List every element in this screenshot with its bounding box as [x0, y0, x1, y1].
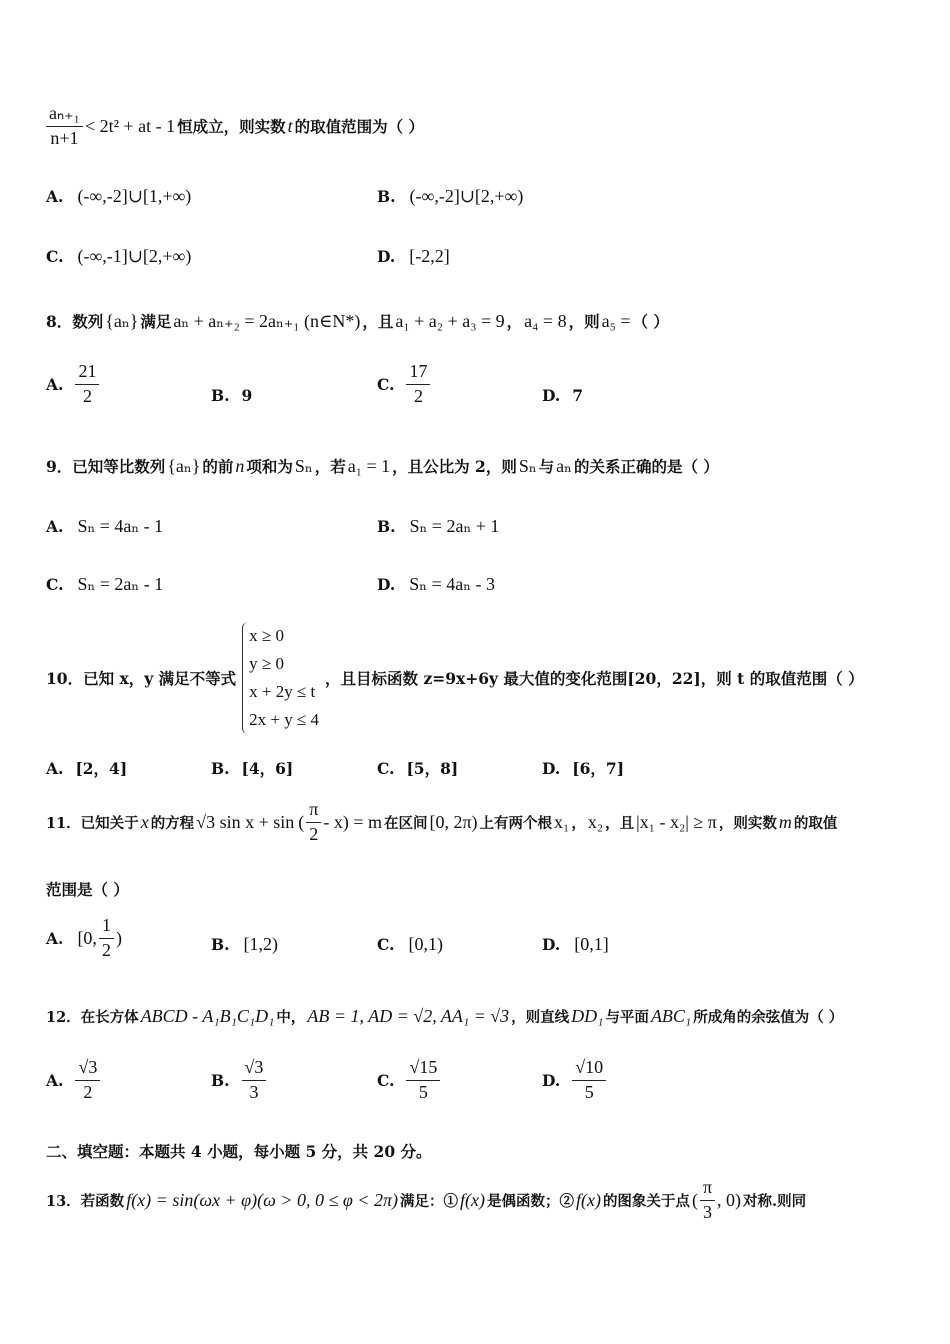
frac-num: √3 — [242, 1058, 267, 1081]
q12-text-3: 与平面 — [605, 1009, 649, 1026]
option-label: A. — [46, 758, 64, 778]
q12-option-d[interactable] — [542, 1058, 606, 1103]
q9-an: aₙ — [556, 455, 572, 476]
frac-num: 21 — [75, 362, 99, 385]
option-fraction — [572, 1058, 606, 1103]
q9-prefix: 9．已知等比数列 — [46, 457, 166, 476]
option-label: B. — [211, 758, 230, 778]
option-label: C. — [377, 374, 395, 394]
option-label: B. — [377, 187, 396, 206]
q9-tail: 的关系正确的是（ ） — [573, 457, 719, 476]
q12-plane: ABC₁ — [650, 1006, 692, 1026]
q9-option-d[interactable] — [377, 574, 497, 595]
option-label: D. — [377, 575, 396, 594]
q11-eq-left: √3 sin x + sin — [196, 811, 295, 832]
option-value: [4，6] — [241, 759, 294, 778]
frac-den: 2 — [82, 385, 92, 406]
q11-line2: 范围是（ ） — [46, 880, 129, 899]
q13-function: f(x) = sin(ωx + φ)(ω > 0, 0 ≤ φ < 2π) — [126, 1189, 398, 1210]
q11-eq-right: - x) = m — [323, 811, 382, 832]
q9-stem — [46, 455, 906, 477]
q9-text-2: 项和为 — [246, 457, 293, 476]
q11-pi-over-2 — [306, 800, 321, 845]
q8-option-a[interactable] — [46, 362, 99, 407]
q8-a4: a₄ = 8 — [524, 310, 567, 331]
option-value: (-∞,-1]∪[2,+∞) — [77, 246, 192, 266]
frac-num: √3 — [75, 1058, 100, 1081]
frac-den: 2 — [101, 939, 111, 960]
q12-solid: ABCD - A₁B₁C₁D₁ — [140, 1006, 275, 1026]
option-value: (-∞,-2]∪[2,+∞) — [409, 186, 524, 206]
q8-text-1: 满足 — [140, 312, 172, 331]
q11-interval: [0, 2π) — [429, 811, 478, 832]
option-value: 7 — [572, 386, 584, 405]
q8-tail: （ ） — [632, 312, 669, 331]
q7-inequality-rhs: < 2t² + at - 1 — [84, 115, 176, 136]
q10-option-b[interactable] — [211, 757, 293, 779]
q7-var-t: t — [287, 115, 293, 136]
q7-option-c[interactable] — [46, 246, 193, 267]
q7-option-a[interactable] — [46, 186, 193, 207]
q7-tail: 的取值范围为（ ） — [294, 117, 425, 137]
q11-x: x — [140, 811, 149, 832]
option-label: B. — [377, 517, 396, 536]
q13-text-3: 的图象关于点 — [602, 1192, 690, 1210]
q12-option-c[interactable] — [377, 1058, 440, 1103]
q8-sum: a₁ + a₂ + a₃ = 9 — [395, 310, 505, 331]
frac-den: 5 — [584, 1081, 594, 1102]
q9-sn: Sₙ — [294, 455, 313, 476]
frac-num: π — [700, 1178, 715, 1201]
q12-text-2: ，则直线 — [511, 1009, 570, 1026]
q10-option-a[interactable] — [46, 757, 127, 779]
option-value: [0,1] — [574, 934, 609, 954]
q9-option-a[interactable] — [46, 516, 165, 537]
q10-tail: ，且目标函数 z=9x+6y 最大值的变化范围[20，22]，则 t 的取值范围（ ） — [325, 669, 864, 688]
frac-den: 3 — [249, 1081, 259, 1102]
q13-text-1: 满足：① — [399, 1192, 458, 1210]
section2-heading-text: 二、填空题：本题共 4 小题，每小题 5 分，共 20 分。 — [46, 1142, 432, 1161]
option-fraction — [406, 1058, 440, 1103]
frac-den: 2 — [309, 823, 319, 844]
option-label: C. — [377, 1070, 395, 1090]
q13-text-2: 是偶函数；② — [486, 1192, 574, 1210]
q9-text-3: ，若 — [314, 457, 346, 476]
option-post: ) — [115, 927, 122, 948]
frac-den: 5 — [418, 1081, 428, 1102]
q13-fx-2: f(x) — [575, 1189, 601, 1210]
frac-num: π — [306, 800, 321, 823]
option-label: A. — [46, 928, 64, 948]
option-fraction — [406, 362, 430, 407]
q11-text-3: 上有两个根 — [479, 814, 553, 832]
frac-num: 1 — [99, 916, 114, 939]
option-label: B. — [211, 1070, 230, 1090]
option-fraction — [242, 1058, 267, 1103]
frac-den: 2 — [83, 1081, 93, 1102]
option-label: D. — [542, 935, 561, 954]
section2-heading — [46, 1140, 906, 1162]
system-row: x ≥ 0 — [249, 626, 284, 645]
q8-seq: {aₙ} — [105, 310, 139, 331]
q11-x1: x₁ — [554, 811, 570, 832]
option-value: Sₙ = 4aₙ - 3 — [409, 574, 496, 594]
q12-line: DD₁ — [571, 1006, 604, 1026]
q11-text-4: ， — [571, 814, 586, 832]
q11-x2: x₂ — [587, 811, 604, 832]
q11-m: m — [778, 811, 792, 832]
option-label: C. — [377, 758, 395, 778]
q7-continuation — [46, 104, 906, 149]
option-value: Sₙ = 2aₙ + 1 — [409, 516, 500, 536]
option-fraction — [99, 916, 114, 961]
option-value: Sₙ = 4aₙ - 1 — [77, 516, 164, 536]
q11-stem-line2 — [46, 878, 906, 900]
q12-text-1: 中， — [276, 1009, 306, 1026]
q7-text: 恒成立，则实数 — [177, 117, 286, 137]
q12-prefix: 12．在长方体 — [46, 1009, 139, 1026]
q10-inequality-system — [242, 622, 319, 734]
q13-stem: 13．若函数 f(x) = sin(ωx + φ)(ω > 0, 0 ≤ φ < 2π) 满足：① f(x) 是偶函数；② f(x) 的图象关于点 ( $\frac{\pi}{3}$ , 0) 对称.则同 — [46, 1177, 807, 1222]
q9-text-5: 与 — [538, 457, 555, 476]
q11-text-7: 的取值 — [793, 814, 838, 832]
option-fraction — [75, 362, 99, 407]
option-label: B. — [211, 386, 230, 405]
q12-option-b[interactable] — [211, 1058, 266, 1103]
q11-option-c[interactable] — [377, 934, 445, 955]
q13-prefix: 13．若函数 — [46, 1192, 125, 1210]
q11-option-b[interactable] — [211, 934, 280, 955]
option-label: C. — [46, 575, 64, 594]
q8-a5: a₅ = — [601, 310, 631, 331]
option-label: A. — [46, 374, 64, 394]
option-value: [0,1) — [408, 934, 443, 954]
option-value: (-∞,-2]∪[1,+∞) — [77, 186, 192, 206]
q10-prefix: 10．已知 x，y 满足不等式 — [46, 669, 237, 688]
option-value: [1,2) — [243, 934, 278, 954]
q8-option-c[interactable] — [377, 362, 430, 407]
option-label: A. — [46, 187, 64, 206]
q7-lhs-den: n+1 — [50, 127, 79, 148]
q12-option-a[interactable] — [46, 1058, 100, 1103]
q9-a1: a₁ = 1 — [347, 455, 391, 476]
q10-option-d[interactable] — [542, 757, 624, 779]
option-label: C. — [46, 247, 64, 266]
q11-text-1: 的方程 — [150, 814, 195, 832]
option-label: D. — [542, 758, 561, 778]
option-label: C. — [377, 935, 395, 954]
frac-num: 17 — [406, 362, 430, 385]
frac-num: √10 — [572, 1058, 606, 1081]
q9-n: n — [235, 455, 245, 476]
option-label: A. — [46, 1070, 64, 1090]
q11-option-a[interactable] — [46, 916, 124, 961]
q11-prefix: 11．已知关于 — [46, 814, 139, 832]
q7-lhs-fraction — [46, 104, 83, 149]
q9-text-1: 的前 — [202, 457, 234, 476]
q13-tail: 对称.则同 — [743, 1192, 807, 1210]
q12-tail: 所成角的余弦值为（ ） — [693, 1009, 844, 1026]
option-label: D. — [542, 1070, 561, 1090]
q9-option-b[interactable] — [377, 516, 501, 537]
q11-stem: 11．已知关于 x 的方程 √3 sin x + sin ( $\frac{\pi}{2}$ - x) = m 在区间 [0, 2π) 上有两个根 x₁ ， x₂ ，且 |x₁ - x₂| ≥ π ，则实数 m 的取值 — [46, 799, 838, 844]
option-value: [6，7] — [572, 759, 625, 778]
q13-point-tail: , 0) — [717, 1189, 742, 1210]
frac-den: 2 — [413, 385, 423, 406]
option-value: [5，8] — [406, 759, 459, 778]
q8-option-d[interactable] — [542, 386, 583, 405]
q11-condition: |x₁ - x₂| ≥ π — [636, 811, 717, 832]
q8-sep: ， — [506, 312, 523, 331]
q13-pi-over-3 — [700, 1178, 715, 1223]
q10-option-c[interactable] — [377, 757, 458, 779]
system-row: x + 2y ≤ t — [249, 682, 316, 701]
option-value: [-2,2] — [409, 246, 450, 266]
q8-prefix: 8．数列 — [46, 312, 104, 331]
q12-given: AB = 1, AD = √2, AA₁ = √3 — [307, 1006, 510, 1026]
q11-text-5: ，且 — [605, 814, 635, 832]
option-label: D. — [377, 247, 396, 266]
system-row: 2x + y ≤ 4 — [249, 710, 320, 729]
q11-text-2: 在区间 — [383, 814, 428, 832]
q12-stem — [46, 1006, 906, 1027]
q8-text-2: ，且 — [362, 312, 394, 331]
q13-fx-1: f(x) — [459, 1189, 485, 1210]
q8-option-b[interactable] — [211, 386, 252, 405]
q8-relation: aₙ + aₙ₊₂ = 2aₙ₊₁ (n∈N*) — [173, 310, 361, 331]
option-label: D. — [542, 386, 561, 405]
q8-text-3: ，则 — [568, 312, 600, 331]
option-label: B. — [211, 935, 230, 954]
option-value: [2，4] — [75, 759, 128, 778]
frac-num: √15 — [406, 1058, 440, 1081]
q7-option-d[interactable] — [377, 246, 452, 267]
option-fraction — [75, 1058, 100, 1103]
q9-sn-2: Sₙ — [518, 455, 537, 476]
system-row: y ≥ 0 — [249, 654, 284, 673]
q7-lhs-num: aₙ₊₁ — [46, 104, 83, 127]
option-label: A. — [46, 517, 64, 536]
q11-option-d[interactable] — [542, 934, 611, 955]
q9-text-4: ，且公比为 2，则 — [392, 457, 517, 476]
q9-option-c[interactable] — [46, 574, 165, 595]
option-value: 9 — [241, 386, 253, 405]
q7-option-b[interactable] — [377, 186, 525, 207]
q11-text-6: ，则实数 — [718, 814, 777, 832]
q9-seq: {aₙ} — [167, 455, 201, 476]
option-value: Sₙ = 2aₙ - 1 — [77, 574, 164, 594]
q8-stem — [46, 310, 906, 332]
q10-stem — [46, 622, 906, 734]
frac-den: 3 — [702, 1201, 712, 1222]
option-pre: [0, — [77, 927, 97, 948]
